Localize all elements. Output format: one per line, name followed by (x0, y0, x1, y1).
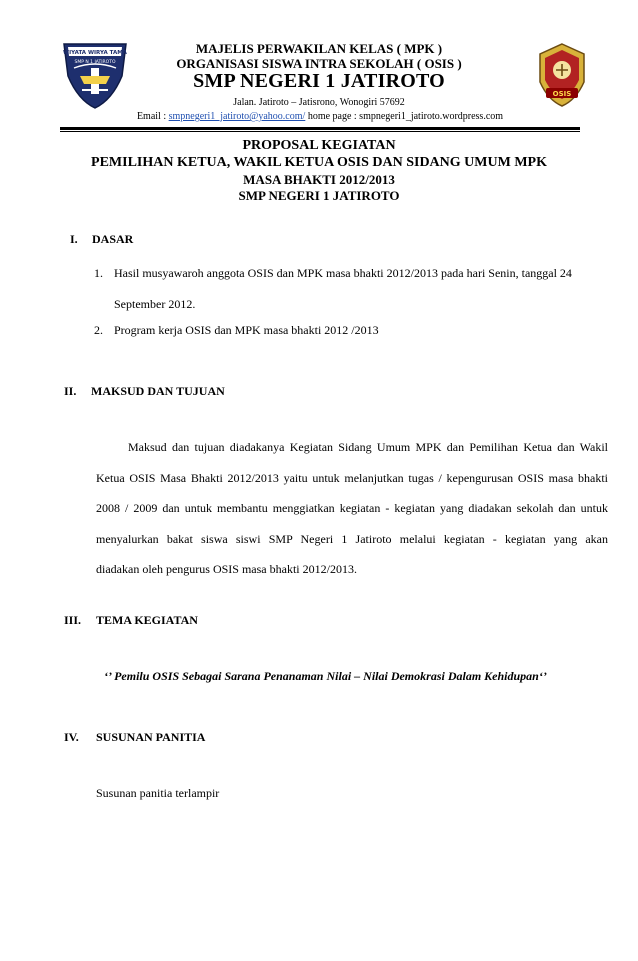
section-heading-maksud: II. MAKSUD DAN TUJUAN (64, 384, 225, 398)
letterhead (0, 0, 638, 132)
org-line-mpk: MAJELIS PERWAKILAN KELAS ( MPK ) (195, 41, 443, 56)
section-heading-tema: III. TEMA KEGIATAN (64, 613, 198, 627)
email-link[interactable]: smpnegeri1_jatiroto@yahoo.com/ (168, 111, 306, 122)
homepage-text: home page : smpnegeri1_jatiroto.wordpress.com (305, 111, 504, 122)
letterhead-rule-thin (60, 131, 580, 132)
paragraph-line: diadakan oleh pengurus OSIS masa bhakti 2012/2013. (96, 562, 357, 576)
svg-text:OSIS: OSIS (552, 90, 572, 98)
paragraph-line: Ketua OSIS Masa Bhakti 2012/2013 yaitu untuk melanjutkan tugas / kepengurusan OSIS masa bhakti (96, 471, 608, 485)
contact-line (60, 111, 580, 122)
school-address: Jalan. Jatiroto – Jatisrono, Wonogiri 57692 (233, 97, 405, 108)
event-theme: ‘’ Pemilu OSIS Sebagai Sarana Penanaman Nilai – Nilai Demokrasi Dalam Kehidupan‘’ (104, 669, 547, 683)
letterhead-rule-thick (60, 127, 580, 130)
paragraph-line: menyalurkan bakat siswa siswi SMP Negeri 1 Jatiroto melalui kegiatan - kegiatan yang akan (96, 532, 608, 546)
section-heading-dasar: I. DASAR (70, 232, 134, 246)
org-line-osis: ORGANISASI SISWA INTRA SEKOLAH ( OSIS ) (176, 56, 462, 71)
proposal-school: SMP NEGERI 1 JATIROTO (238, 188, 400, 203)
list-item: 1. Hasil musyawaroh anggota OSIS dan MPK masa bhakti 2012/2013 pada hari Senin, tanggal 24 (94, 266, 572, 280)
school-name: SMP NEGERI 1 JATIROTO (193, 70, 445, 92)
email-label: Email : (136, 111, 169, 122)
proposal-period: MASA BHAKTI 2012/2013 (243, 172, 395, 187)
proposal-title: PROPOSAL KEGIATAN (242, 138, 396, 153)
list-item-continuation: September 2012. (114, 297, 196, 311)
svg-text:WIYATA WIRYA TAMA: WIYATA WIRYA TAMA (63, 50, 127, 56)
svg-text:SMP N 1 JATIROTO: SMP N 1 JATIROTO (74, 60, 116, 65)
proposal-subtitle: PEMILIHAN KETUA, WAKIL KETUA OSIS DAN SIDANG UMUM MPK (91, 155, 547, 170)
paragraph-line: Maksud dan tujuan diadakanya Kegiatan Sidang Umum MPK dan Pemilihan Ketua dan Wakil (128, 440, 608, 454)
section-heading-susunan: IV. SUSUNAN PANITIA (64, 730, 206, 744)
committee-note: Susunan panitia terlampir (96, 786, 220, 800)
osis-logo (536, 42, 588, 108)
list-item: 2. Program kerja OSIS dan MPK masa bhakti 2012 /2013 (94, 323, 379, 337)
paragraph-line: 2008 / 2009 dan untuk membantu menggiatkan kegiatan - kegiatan yang diadakan sekolah dan untuk (96, 501, 608, 515)
